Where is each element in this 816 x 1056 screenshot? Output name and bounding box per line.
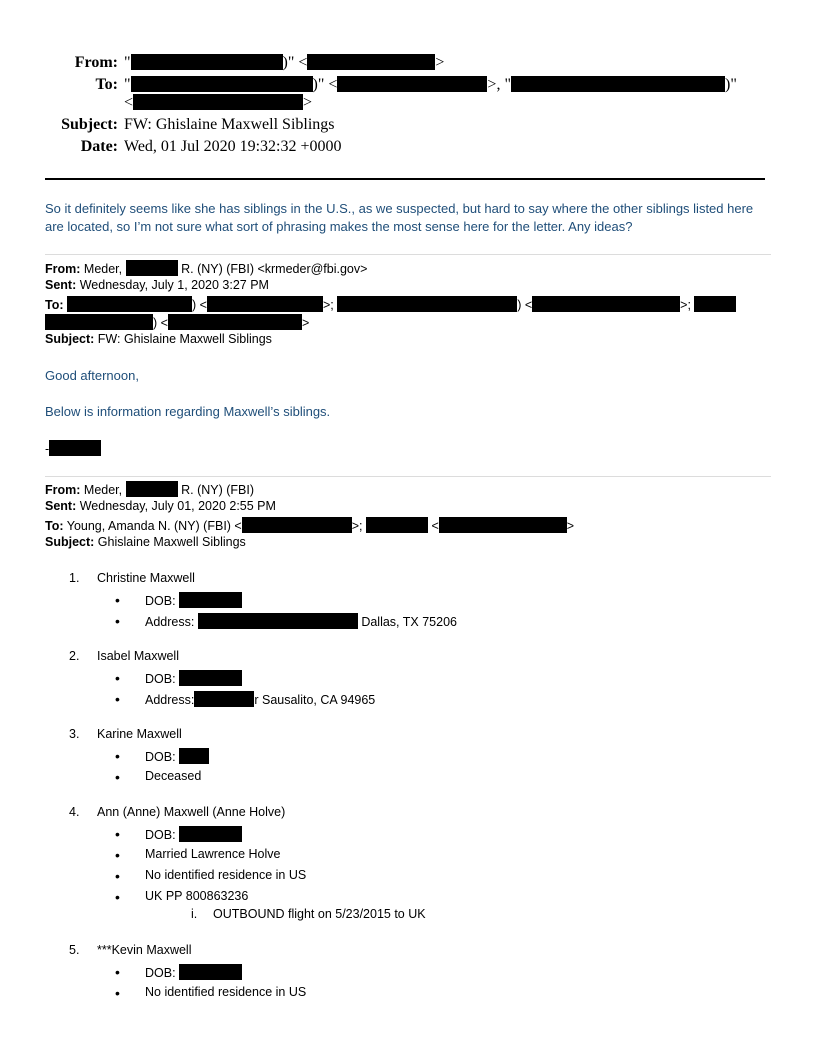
- sibling-name: Isabel Maxwell: [97, 649, 179, 663]
- msg1-to: To: ) < >; ) < >;: [45, 296, 736, 312]
- redaction: [694, 296, 736, 312]
- redaction: [131, 76, 313, 92]
- redaction: [439, 517, 567, 533]
- redaction: [67, 296, 192, 312]
- redaction: [179, 964, 242, 980]
- msg2-to: To: Young, Amanda N. (NY) (FBI) < >; < >: [45, 519, 575, 533]
- redaction: [126, 481, 178, 497]
- msg1-body: Below is information regarding Maxwell’s siblings.: [45, 404, 331, 419]
- message-divider: [45, 254, 771, 255]
- redaction: [337, 296, 517, 312]
- sibling-name: ***Kevin Maxwell: [97, 943, 192, 957]
- msg1-signature: -: [45, 440, 101, 456]
- body-text-line1: So it definitely seems like she has siblings in the U.S., as we suspected, but hard to say where the other siblings listed here: [45, 201, 754, 216]
- redaction: [45, 314, 153, 330]
- list-number: 3.: [69, 727, 80, 741]
- msg1-to-line2: ) < >: [45, 314, 309, 330]
- redaction: [126, 260, 178, 276]
- redaction: [242, 517, 352, 533]
- redaction: [194, 691, 254, 707]
- redaction: [532, 296, 680, 312]
- message-divider: [45, 476, 771, 477]
- to-label: To:: [95, 76, 118, 93]
- subject-value: FW: Ghislaine Maxwell Siblings: [124, 116, 335, 133]
- redaction: [337, 76, 487, 92]
- redaction: [179, 748, 209, 764]
- msg1-subject: Subject: FW: Ghislaine Maxwell Siblings: [45, 332, 272, 346]
- list-number: 4.: [69, 805, 80, 819]
- msg1-sent: Sent: Wednesday, July 1, 2020 3:27 PM: [45, 278, 269, 292]
- from-value: " )" < >: [124, 54, 445, 71]
- list-number: 1.: [69, 571, 80, 585]
- sub-list-number: i.: [191, 907, 198, 921]
- list-number: 2.: [69, 649, 80, 663]
- from-label: From:: [74, 54, 118, 71]
- redaction: [133, 94, 303, 110]
- subject-label: Subject:: [61, 116, 118, 133]
- sibling-name: Ann (Anne) Maxwell (Anne Holve): [97, 805, 286, 819]
- redaction: [49, 440, 101, 456]
- redaction: [179, 592, 242, 608]
- redaction: [131, 54, 283, 70]
- msg2-subject: Subject: Ghislaine Maxwell Siblings: [45, 535, 246, 549]
- redaction: [168, 314, 302, 330]
- redaction: [179, 826, 242, 842]
- msg2-sent: Sent: Wednesday, July 01, 2020 2:55 PM: [45, 499, 276, 513]
- sibling-name: Karine Maxwell: [97, 727, 182, 741]
- to-value-line2: < >: [124, 94, 313, 111]
- email-header: [0, 54, 816, 164]
- header-divider: [45, 178, 765, 180]
- body-text-line2: are located, so I’m not sure what sort of phrasing makes the most sense here for the letter. Any ideas?: [45, 219, 633, 234]
- redaction: [179, 670, 242, 686]
- sub-list-item: OUTBOUND flight on 5/23/2015 to UK: [213, 907, 426, 921]
- redaction: [366, 517, 428, 533]
- redaction: [207, 296, 323, 312]
- msg1-from: From: Meder, R. (NY) (FBI) <krmeder@fbi.gov>: [45, 262, 368, 276]
- redaction: [307, 54, 435, 70]
- msg2-from: From: Meder, R. (NY) (FBI): [45, 483, 255, 497]
- redaction: [511, 76, 725, 92]
- to-value: " )" < >, " )": [124, 76, 737, 93]
- redaction: [198, 613, 358, 629]
- date-value: Wed, 01 Jul 2020 19:32:32 +0000: [124, 138, 342, 155]
- msg1-greeting: Good afternoon,: [45, 368, 139, 383]
- date-label: Date:: [80, 138, 118, 155]
- sibling-name: Christine Maxwell: [97, 571, 195, 585]
- list-number: 5.: [69, 943, 80, 957]
